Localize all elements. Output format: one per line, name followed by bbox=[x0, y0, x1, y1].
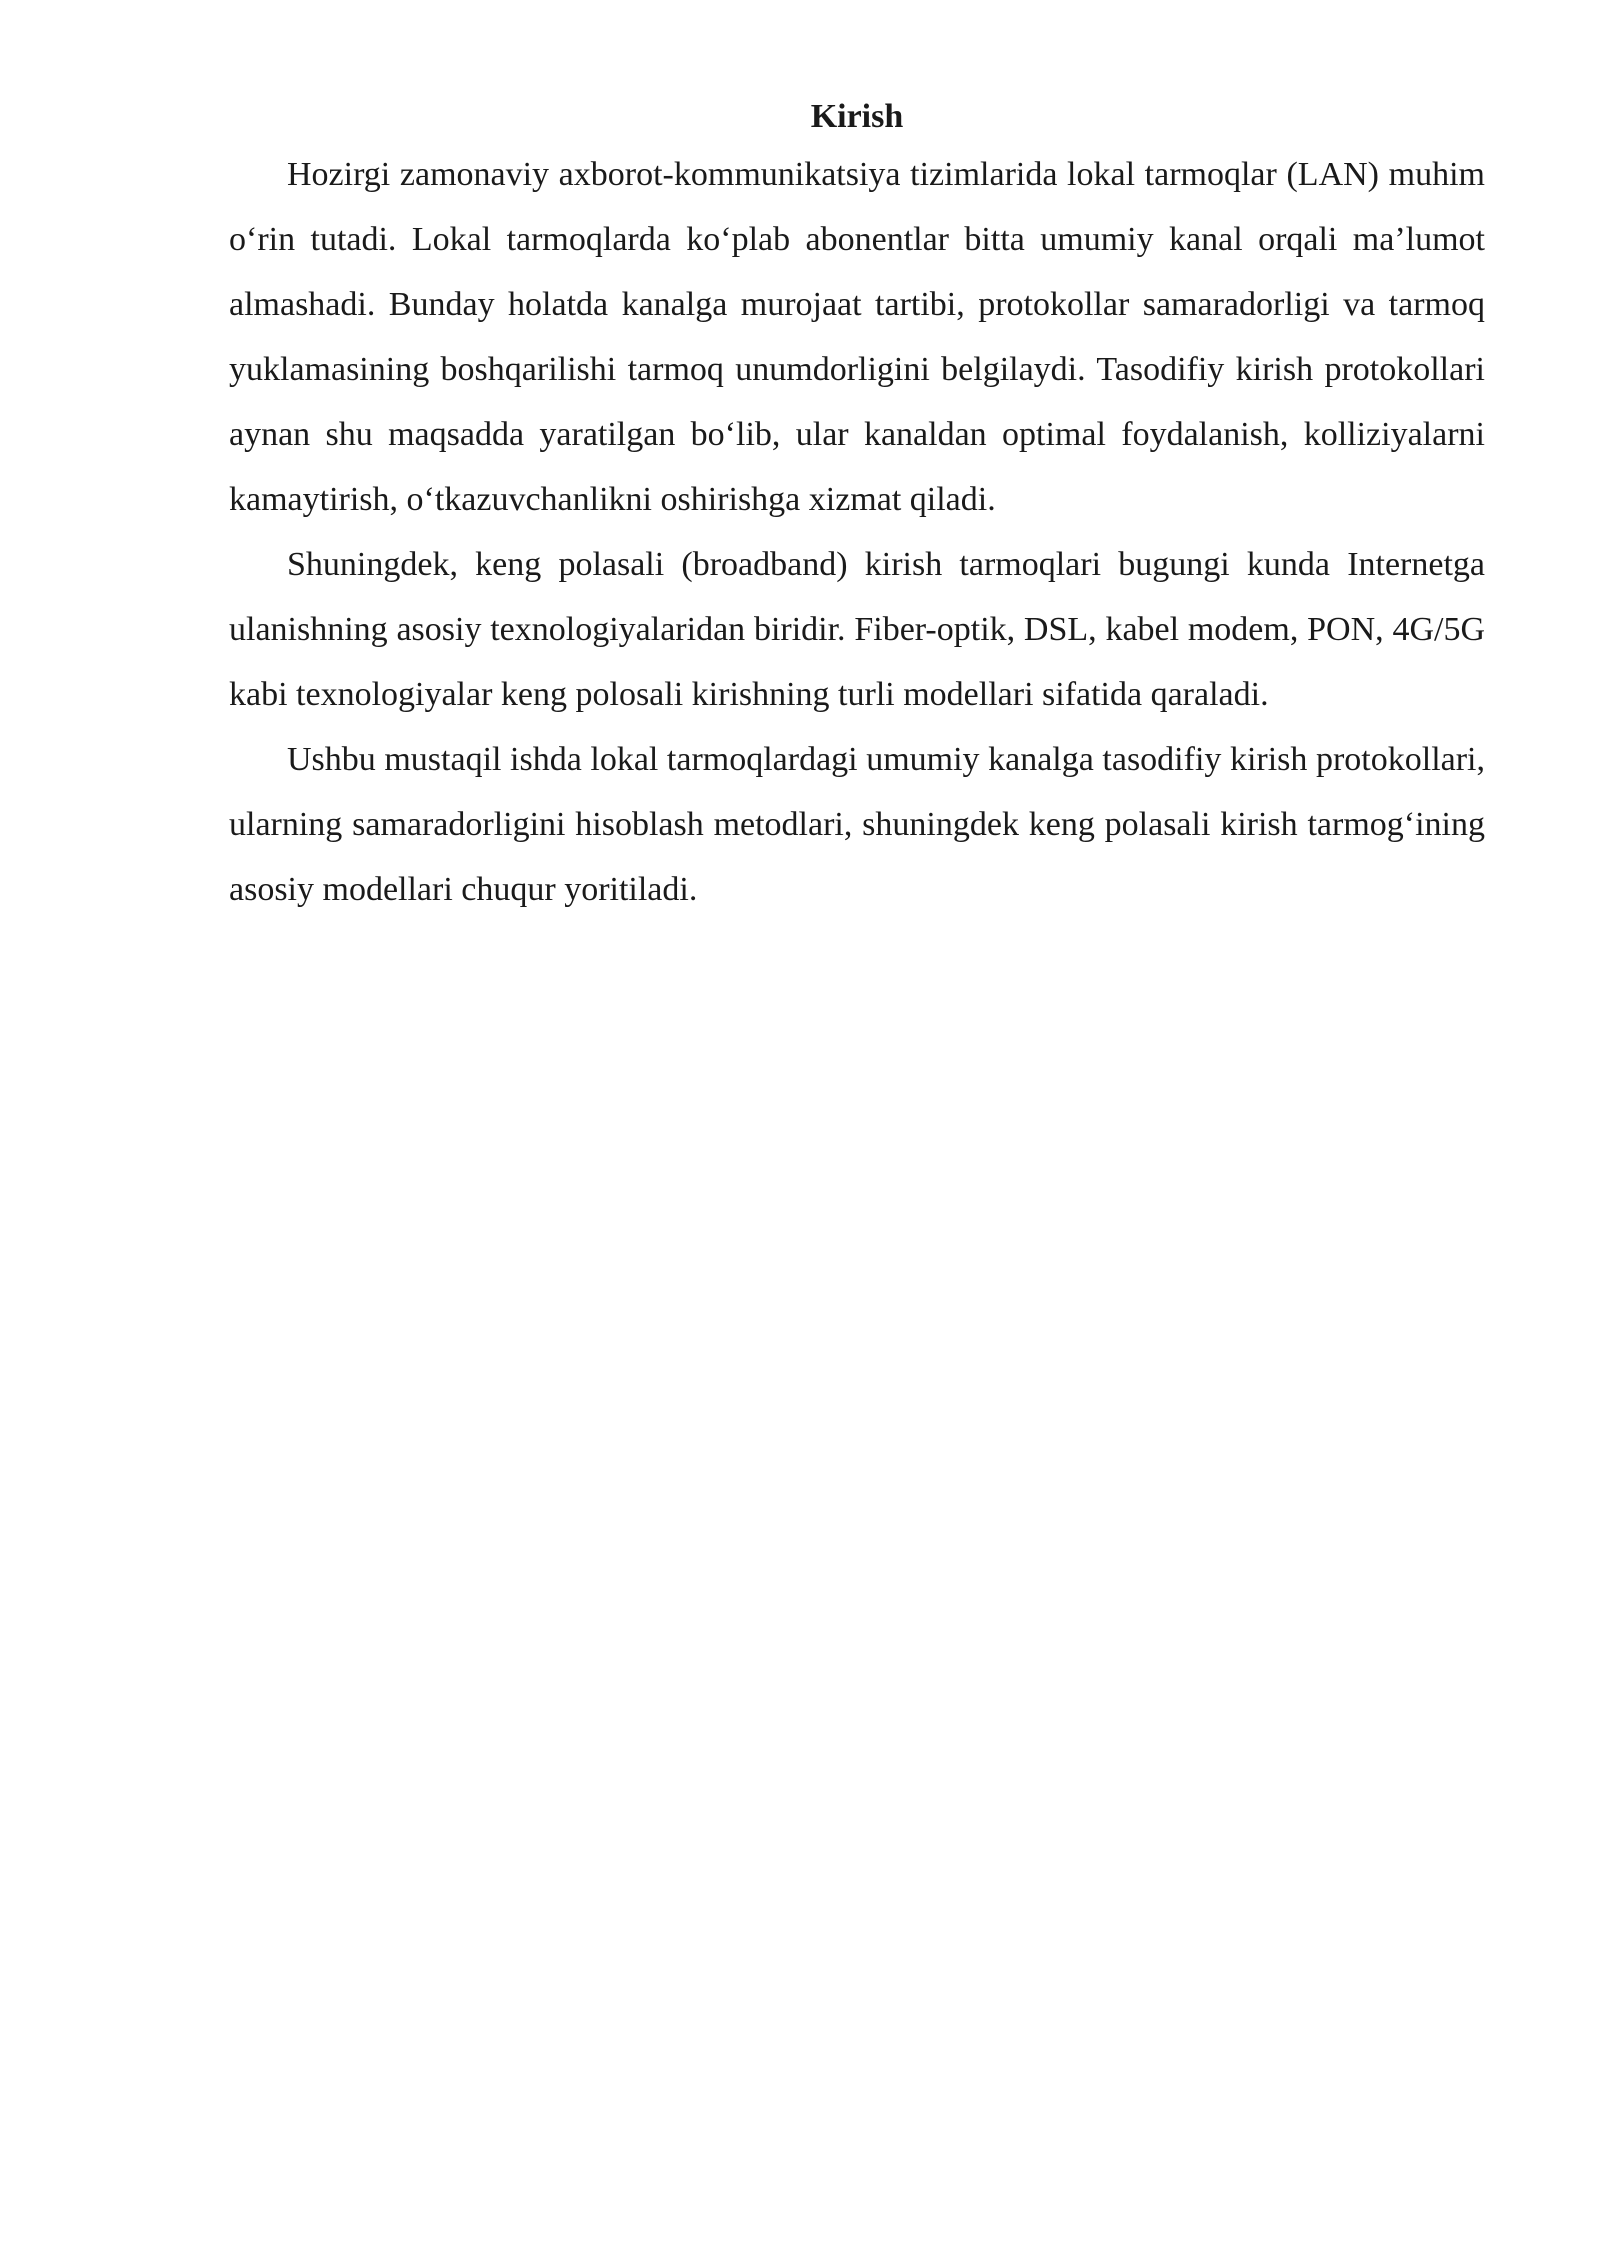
document-body bbox=[229, 92, 1485, 922]
paragraph-intro: Hozirgi zamonaviy axborot-kommunikatsiya tizimlarida lokal tarmoqlar (LAN) muhim o‘rin tutadi. Lokal tarmoqlarda ko‘plab abonentlar bitta umumiy kanal orqali ma’lumot almashadi. Bunday holatda kanalga murojaat tartibi, protokollar samaradorligi va tarmoq yuklamasining boshqarilishi tarmoq unumdorligini belgilaydi. Tasodifiy kirish protokollari aynan shu maqsadda yaratilgan bo‘lib, ular kanaldan optimal foydalanish, kolliziyalarni kamaytirish, o‘tkazuvchanlikni oshirishga xizmat qiladi. bbox=[229, 156, 1485, 518]
paragraph-scope: Ushbu mustaqil ishda lokal tarmoqlardagi umumiy kanalga tasodifiy kirish protokollari, ularning samaradorligini hisoblash metodlari, shuningdek keng polasali kirish tarmog‘ining asosiy modellari chuqur yoritiladi. bbox=[229, 741, 1485, 908]
page-title: Kirish bbox=[810, 98, 904, 135]
paragraph-broadband: Shuningdek, keng polasali (broadband) kirish tarmoqlari bugungi kunda Internetga ulanishning asosiy texnologiyalaridan biridir. Fiber-optik, DSL, kabel modem, PON, 4G/5G kabi texnologiyalar keng polosali kirishning turli modellari sifatida qaraladi. bbox=[229, 546, 1485, 713]
